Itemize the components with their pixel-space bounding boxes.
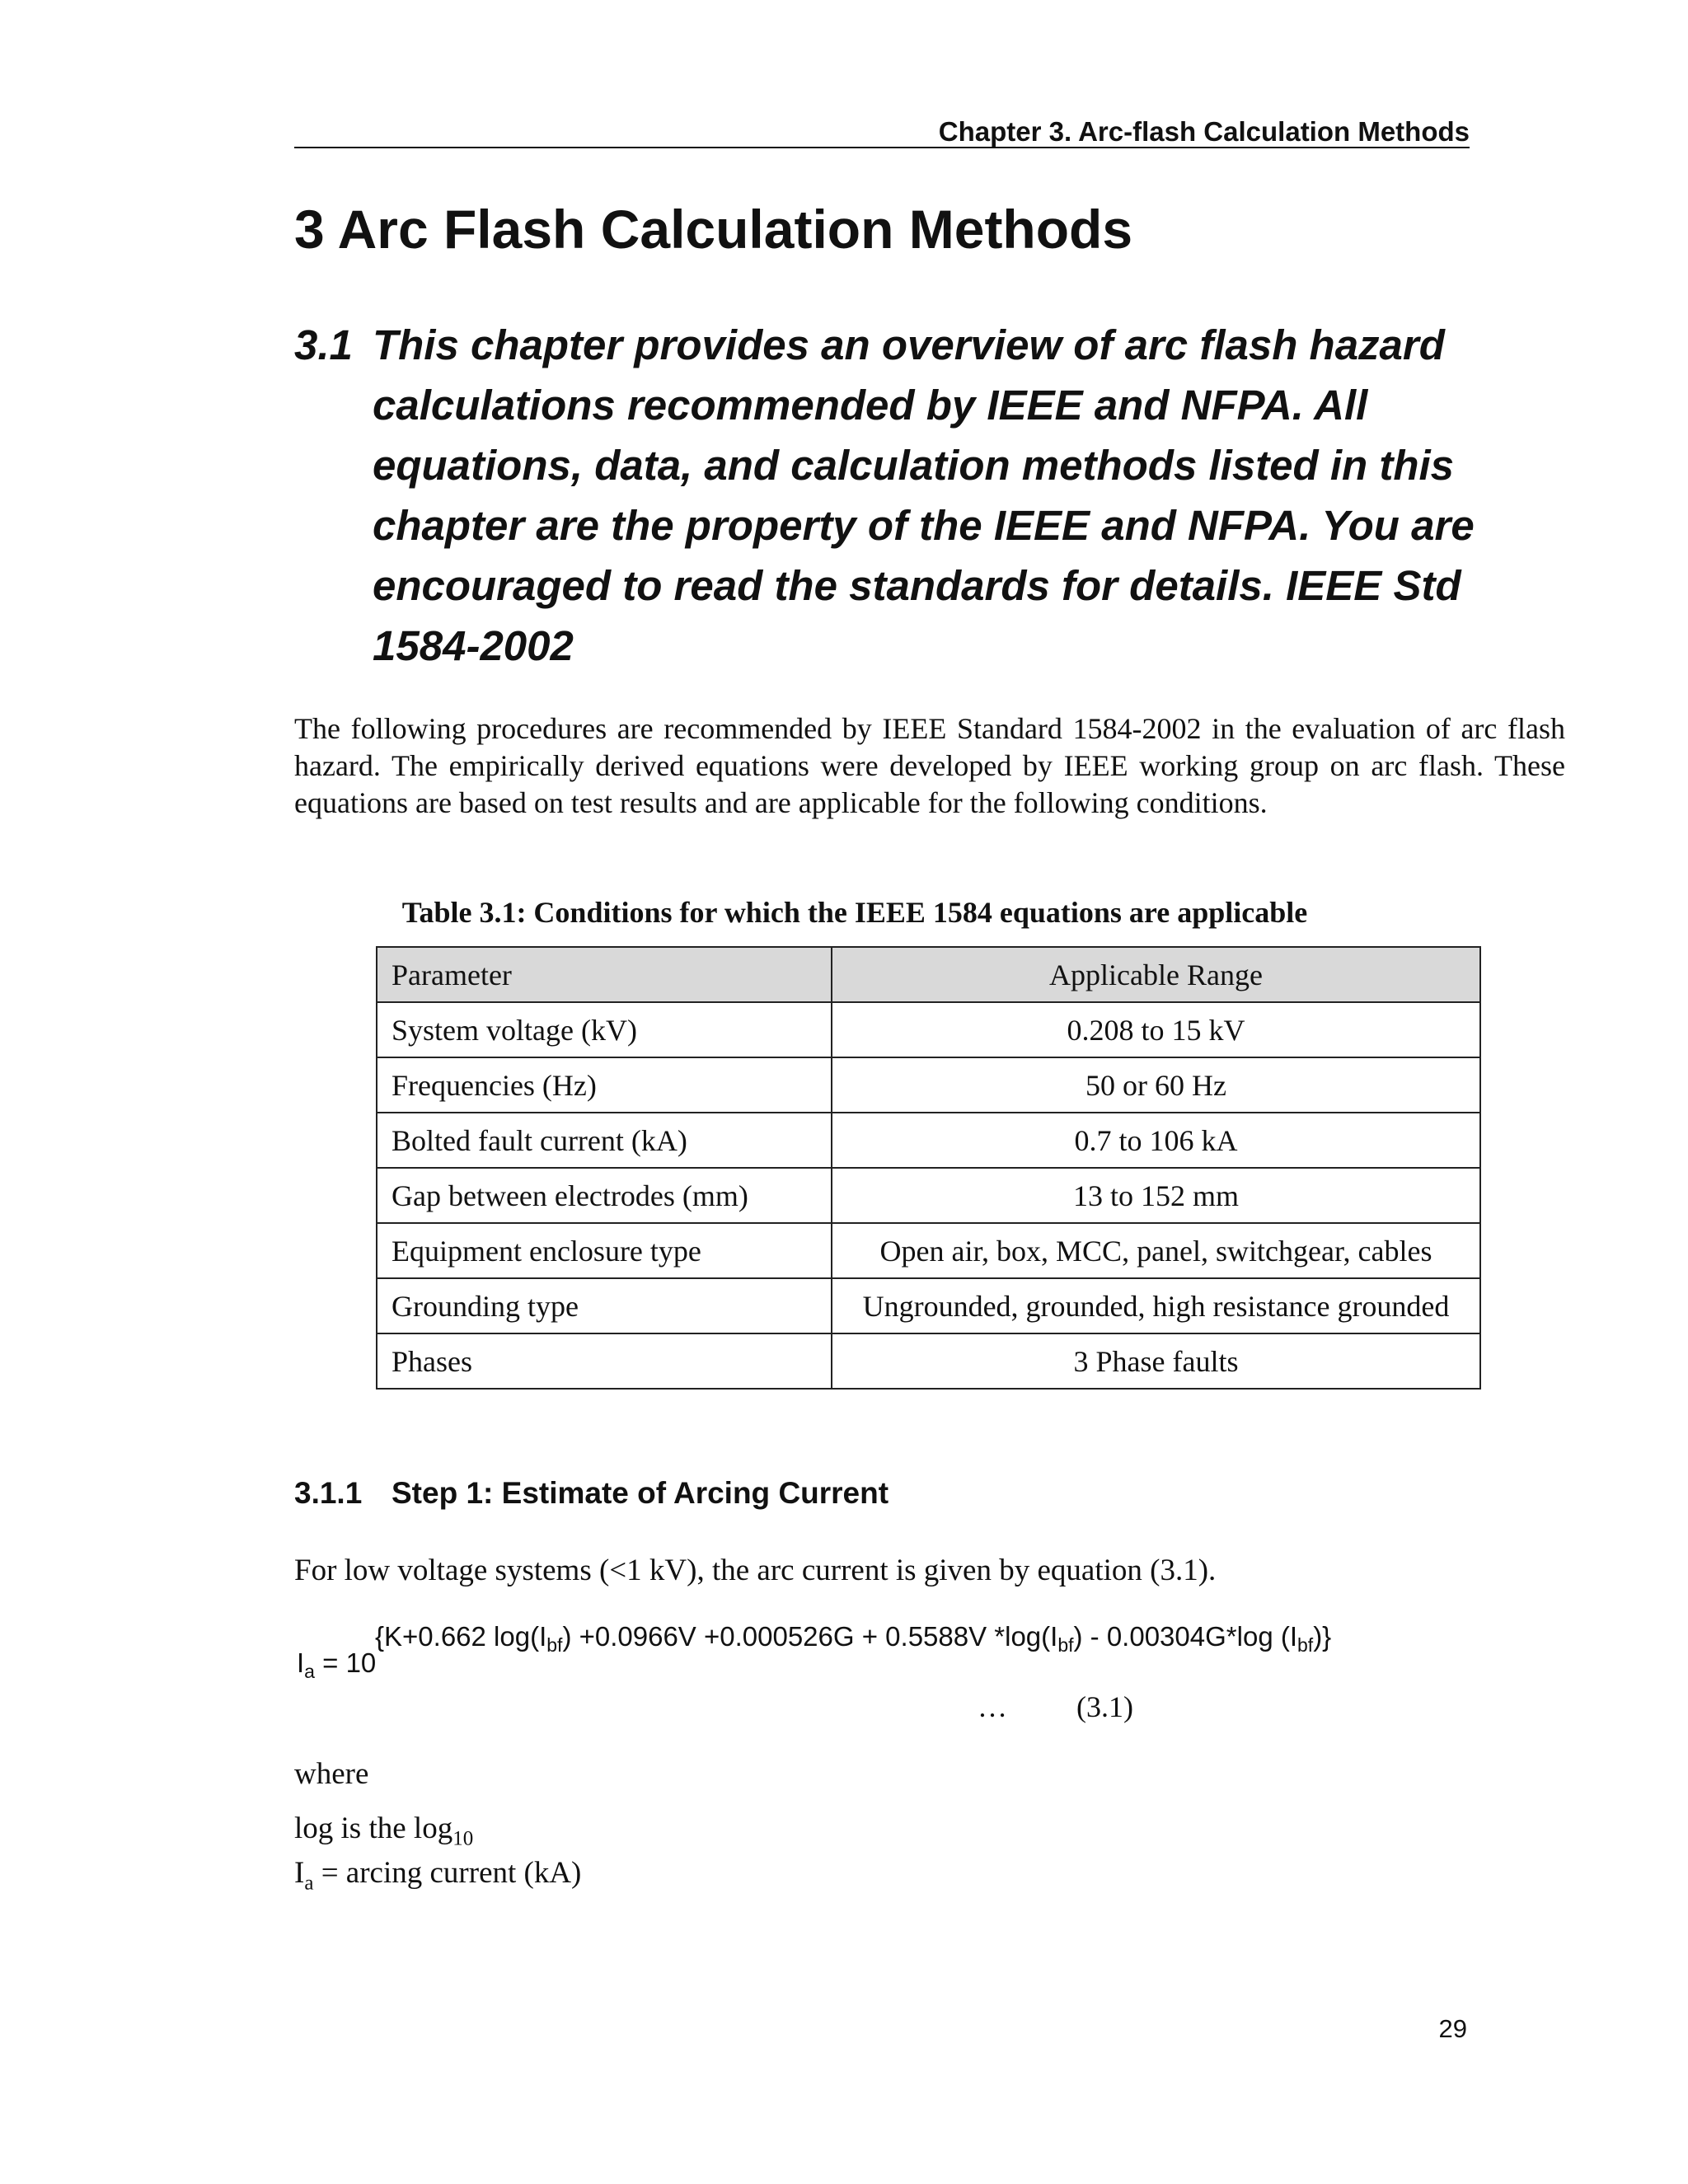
parameter-cell: Bolted fault current (kA) <box>377 1113 832 1168</box>
parameter-cell: Phases <box>377 1333 832 1389</box>
arcing-current-definition <box>294 1854 581 1902</box>
column-header-parameter: Parameter <box>377 947 832 1002</box>
equation-number: (3.1) <box>1076 1690 1133 1723</box>
log-definition-text: log is the log <box>294 1811 453 1845</box>
range-cell: 13 to 152 mm <box>832 1168 1480 1223</box>
range-cell: 0.7 to 106 kA <box>832 1113 1480 1168</box>
exponent-part: )} <box>1313 1621 1332 1652</box>
range-cell: Open air, box, MCC, panel, switchgear, cables <box>832 1223 1480 1278</box>
chapter-title: 3 Arc Flash Calculation Methods <box>294 199 1133 260</box>
running-header: Chapter 3. Arc-flash Calculation Methods <box>938 116 1470 147</box>
equation-number-line <box>978 1688 1133 1726</box>
table-row <box>377 1168 1480 1223</box>
range-cell: 50 or 60 Hz <box>832 1057 1480 1113</box>
subsection-heading <box>294 1474 889 1513</box>
table-row <box>377 1113 1480 1168</box>
table-row <box>377 1057 1480 1113</box>
table-row <box>377 1278 1480 1333</box>
section-number: 3.1 <box>294 321 353 368</box>
range-cell: 3 Phase faults <box>832 1333 1480 1389</box>
subsection-title: Step 1: Estimate of Arcing Current <box>392 1476 889 1510</box>
table-row <box>377 1002 1480 1057</box>
equation-exponent <box>375 1620 1331 1661</box>
range-cell: Ungrounded, grounded, high resistance grounded <box>832 1278 1480 1333</box>
equation-base: = 10 <box>322 1647 377 1678</box>
equation-lhs <box>297 1647 376 1688</box>
parameter-cell: System voltage (kV) <box>377 1002 832 1057</box>
parameter-cell: Gap between electrodes (mm) <box>377 1168 832 1223</box>
ia-subscript: a <box>304 1872 314 1895</box>
exponent-subscript: bf <box>1057 1634 1074 1656</box>
ia-definition-text: = arcing current (kA) <box>313 1856 582 1890</box>
exponent-part: ) +0.0966V +0.000526G + 0.5588V *log(I <box>562 1621 1058 1652</box>
page-number: 29 <box>1438 2014 1467 2043</box>
exponent-part: {K+0.662 log(I <box>375 1621 547 1652</box>
ia-symbol: I <box>294 1856 305 1890</box>
conditions-table <box>376 946 1481 1390</box>
section-heading-text: This chapter provides an overview of arc flash hazard calculations recommended by IEEE and NFPA. All equations, data, and calculation methods listed in this chapter are the property of the IEEE and NFPA. You are encouraged to read the standards for details. IEEE Std 1584-2002 <box>373 321 1475 669</box>
equation-symbol: I <box>297 1647 305 1678</box>
log-definition <box>294 1810 473 1858</box>
table-header-row <box>377 947 1480 1002</box>
exponent-subscript: bf <box>1297 1634 1314 1656</box>
equation-intro: For low voltage systems (<1 kV), the arc current is given by equation (3.1). <box>294 1554 1217 1587</box>
subsection-number: 3.1.1 <box>294 1476 363 1510</box>
section-title <box>294 315 1580 676</box>
log-subscript: 10 <box>452 1827 474 1850</box>
table-row <box>377 1223 1480 1278</box>
where-label: where <box>294 1757 369 1791</box>
parameter-cell: Grounding type <box>377 1278 832 1333</box>
equation-dots: … <box>978 1690 1007 1723</box>
equation-subscript: a <box>304 1661 315 1682</box>
exponent-subscript: bf <box>546 1634 563 1656</box>
header-rule <box>294 147 1470 148</box>
table-caption: Table 3.1: Conditions for which the IEEE 1584 equations are applicable <box>401 896 1308 929</box>
exponent-part: ) - 0.00304G*log (I <box>1073 1621 1297 1652</box>
column-header-range: Applicable Range <box>832 947 1480 1002</box>
intro-paragraph: The following procedures are recommended by IEEE Standard 1584-2002 in the evaluation of arc flash hazard. The empirically derived equations were developed by IEEE working group on arc flash. These equations are based on test results and are applicable for the following conditions. <box>294 712 1565 819</box>
table-row <box>377 1333 1480 1389</box>
parameter-cell: Equipment enclosure type <box>377 1223 832 1278</box>
range-cell: 0.208 to 15 kV <box>832 1002 1480 1057</box>
parameter-cell: Frequencies (Hz) <box>377 1057 832 1113</box>
